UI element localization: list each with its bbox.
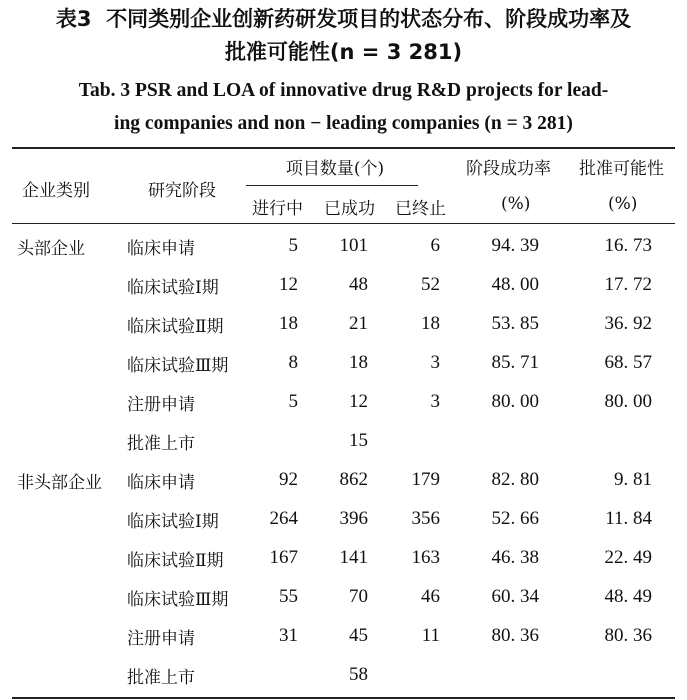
ongoing-cell: 12 — [279, 274, 298, 295]
loa-cell: 80. 36 — [604, 625, 652, 646]
stage-cell: 注册申请 — [127, 629, 195, 649]
caption-cn-line2: 批准可能性(n = 3 281) — [224, 40, 463, 64]
ongoing-cell: 5 — [288, 391, 298, 412]
stage-cell: 批准上市 — [127, 434, 195, 454]
ongoing-cell: 5 — [288, 235, 298, 256]
header-stage: 研究阶段 — [148, 181, 216, 201]
succeeded-cell: 15 — [349, 430, 368, 451]
header-loa-unit: (%) — [608, 194, 638, 214]
psr-cell: 53. 85 — [491, 313, 539, 334]
psr-cell: 85. 71 — [491, 352, 539, 373]
terminated-cell: 11 — [421, 625, 440, 646]
header-psr: 阶段成功率 — [466, 159, 551, 179]
succeeded-cell: 45 — [349, 625, 368, 646]
terminated-cell: 179 — [411, 469, 440, 490]
terminated-cell: 18 — [421, 313, 440, 334]
psr-cell: 80. 00 — [491, 391, 539, 412]
succeeded-cell: 862 — [339, 469, 368, 490]
loa-cell: 16. 73 — [604, 235, 652, 256]
psr-cell: 60. 34 — [491, 586, 539, 607]
ongoing-cell: 31 — [279, 625, 298, 646]
terminated-cell: 52 — [421, 274, 440, 295]
succeeded-cell: 101 — [339, 235, 368, 256]
caption-cn-line1 — [0, 4, 687, 34]
table-bottom-rule — [12, 697, 675, 699]
stage-cell: 批准上市 — [127, 668, 195, 688]
loa-cell: 17. 72 — [604, 274, 652, 295]
caption-en-line1: Tab. 3 PSR and LOA of innovative drug R&D projects for lead- — [78, 80, 609, 101]
terminated-cell: 356 — [411, 508, 440, 529]
psr-cell: 80. 36 — [491, 625, 539, 646]
loa-cell: 22. 49 — [604, 547, 652, 568]
stage-cell: 临床试验Ⅱ期 — [127, 317, 224, 337]
succeeded-cell: 396 — [339, 508, 368, 529]
header-ongoing: 进行中 — [252, 199, 303, 219]
loa-cell: 11. 84 — [605, 508, 652, 529]
terminated-cell: 163 — [411, 547, 440, 568]
succeeded-cell: 12 — [349, 391, 368, 412]
loa-cell: 68. 57 — [604, 352, 652, 373]
stage-cell: 临床试验Ⅱ期 — [127, 551, 224, 571]
loa-cell: 48. 49 — [604, 586, 652, 607]
caption-cn-text: 不同类别企业创新药研发项目的状态分布、阶段成功率及 — [106, 7, 632, 31]
loa-cell: 36. 92 — [604, 313, 652, 334]
ongoing-cell: 264 — [269, 508, 298, 529]
header-terminated: 已终止 — [395, 199, 446, 219]
header-loa: 批准可能性 — [579, 159, 664, 179]
group-name: 非头部企业 — [17, 473, 102, 493]
stage-cell: 临床试验Ⅰ期 — [127, 512, 219, 532]
group-name: 头部企业 — [17, 239, 85, 259]
ongoing-cell: 55 — [279, 586, 298, 607]
caption-cn-label: 表3 — [55, 7, 92, 31]
terminated-cell: 6 — [430, 235, 440, 256]
loa-cell: 80. 00 — [604, 391, 652, 412]
succeeded-cell: 141 — [339, 547, 368, 568]
succeeded-cell: 70 — [349, 586, 368, 607]
stage-cell: 临床试验Ⅰ期 — [127, 278, 219, 298]
header-project-count: 项目数量(个) — [285, 159, 385, 179]
succeeded-cell: 21 — [349, 313, 368, 334]
header-company-type: 企业类别 — [22, 181, 90, 201]
succeeded-cell: 58 — [349, 664, 368, 685]
stage-cell: 临床申请 — [127, 473, 195, 493]
terminated-cell: 46 — [421, 586, 440, 607]
table-header-rule — [12, 223, 675, 224]
project-count-underline — [246, 185, 418, 186]
stage-cell: 临床试验Ⅲ期 — [127, 356, 229, 376]
ongoing-cell: 8 — [288, 352, 298, 373]
terminated-cell: 3 — [430, 391, 440, 412]
succeeded-cell: 18 — [349, 352, 368, 373]
terminated-cell: 3 — [430, 352, 440, 373]
table-top-rule — [12, 147, 675, 149]
psr-cell: 82. 80 — [491, 469, 539, 490]
psr-cell: 46. 38 — [491, 547, 539, 568]
caption-en-line2: ing companies and non − leading companies (n = 3 281) — [114, 113, 573, 134]
psr-cell: 48. 00 — [491, 274, 539, 295]
succeeded-cell: 48 — [349, 274, 368, 295]
loa-cell: 9. 81 — [614, 469, 652, 490]
header-succeeded: 已成功 — [324, 199, 375, 219]
stage-cell: 临床试验Ⅲ期 — [127, 590, 229, 610]
ongoing-cell: 167 — [269, 547, 298, 568]
psr-cell: 52. 66 — [491, 508, 539, 529]
header-psr-unit: (%) — [501, 194, 531, 214]
ongoing-cell: 92 — [279, 469, 298, 490]
psr-cell: 94. 39 — [491, 235, 539, 256]
ongoing-cell: 18 — [279, 313, 298, 334]
stage-cell: 临床申请 — [127, 239, 195, 259]
stage-cell: 注册申请 — [127, 395, 195, 415]
